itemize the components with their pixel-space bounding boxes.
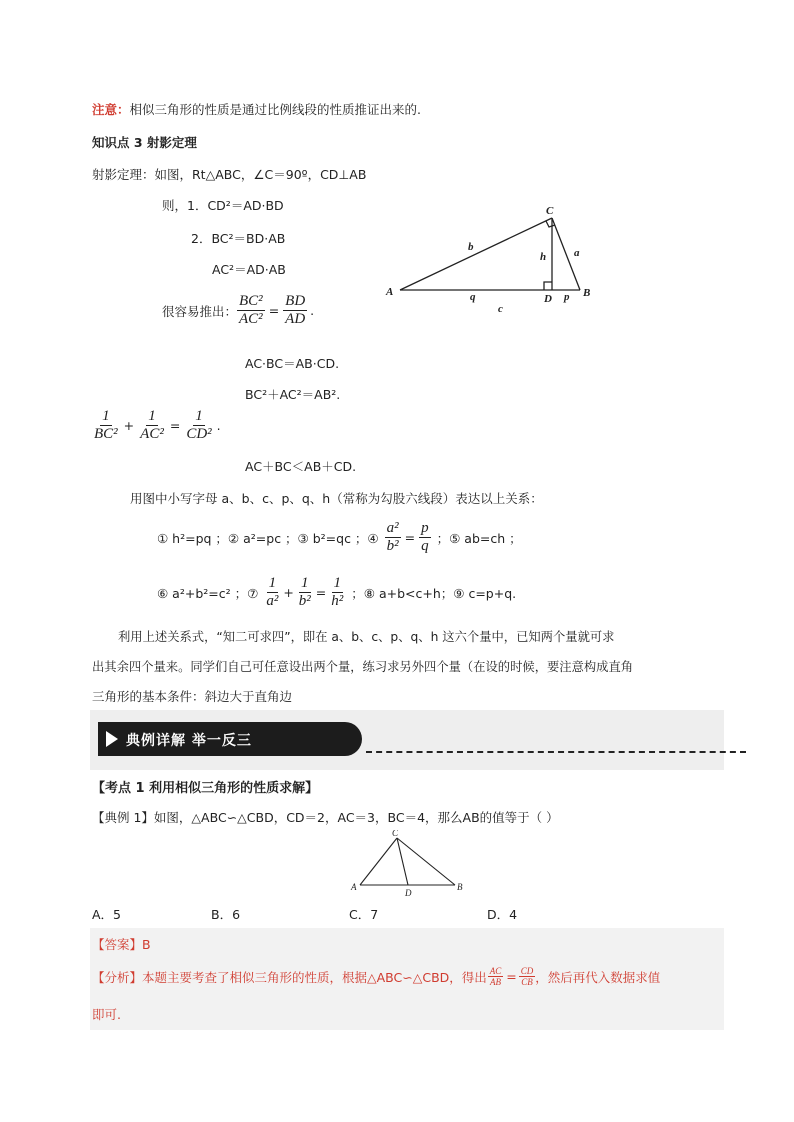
triangle-abc-diagram bbox=[345, 830, 475, 900]
label-c-side: c bbox=[498, 303, 503, 315]
option-b: B．6 bbox=[211, 907, 241, 922]
banner-tag bbox=[98, 722, 362, 756]
label-c-vertex: C bbox=[546, 205, 554, 217]
paragraph-line-1: 利用上述关系式，“知二可求四”，即在 a、b、c、p、q、h 这六个量中，已知两个量就可求 bbox=[118, 630, 615, 644]
analysis-line-2: 即可. bbox=[92, 1007, 121, 1022]
segment-relations-2: ⑥ a²+b²=c² ；⑦ $\frac{1}{\text{a²}}$ + $\frac{1}{\text{b²}}$ = $\frac{1}{\text{h²}}$ ；⑧ a+b<c+h；⑨ c=p+q. bbox=[157, 575, 517, 609]
example-1-text: 【典例 1】如图，△ABC∽△CBD，CD＝2，AC＝3，BC＝4，那么AB的值等于（ ） bbox=[92, 810, 559, 825]
paragraph-line-3: 三角形的基本条件：斜边大于直角边 bbox=[92, 689, 293, 704]
label-q: q bbox=[470, 291, 476, 303]
label-d-point: D bbox=[544, 293, 552, 305]
note-line bbox=[92, 100, 421, 118]
side-ac bbox=[400, 218, 552, 290]
answer-text: 【答案】B bbox=[92, 937, 151, 952]
theorem-intro: 射影定理：如图，Rt△ABC，∠C＝90º，CD⊥AB bbox=[92, 167, 367, 182]
label-a-vertex: A bbox=[386, 286, 394, 298]
relation-5: BC²＋AC²＝AB². bbox=[245, 387, 341, 402]
option-a: A．5 bbox=[92, 907, 122, 922]
derive-label: 很容易推出： bbox=[162, 303, 238, 319]
label-b-vertex: B bbox=[583, 287, 591, 299]
banner-text: 典例详解 举一反三 bbox=[126, 733, 252, 749]
label-c: C bbox=[392, 830, 399, 838]
banner-dashed-line bbox=[366, 751, 746, 753]
label-a: A bbox=[351, 882, 357, 892]
fraction-bd-ad: $\frac{BD}{AD}$ bbox=[285, 293, 306, 327]
kaodian-title: 【考点 1 利用相似三角形的性质求解】 bbox=[92, 781, 319, 796]
label-d: D bbox=[405, 888, 412, 898]
right-angle-mark-d bbox=[544, 282, 552, 290]
reciprocal-formula: $\frac{1}{\text{BC²}}$ + $\frac{1}{\text{AC²}}$ = $\frac{1}{\text{CD²}}$ . bbox=[94, 408, 221, 442]
relation-2: 2．BC²＝BD·AB bbox=[191, 231, 286, 246]
six-segments-intro: 用图中小写字母 a、b、c、p、q、h（常称为勾股六线段）表达以上关系： bbox=[130, 491, 543, 506]
relation-1: 则，1．CD²＝AD·BD bbox=[162, 198, 284, 213]
option-d: D．4 bbox=[487, 907, 518, 922]
section-title: 知识点 3 射影定理 bbox=[92, 135, 197, 150]
note-text: 相似三角形的性质是通过比例线段的性质推证出来的. bbox=[129, 102, 421, 117]
label-h: h bbox=[540, 251, 547, 263]
analysis-line-1: 【分析】本题主要考查了相似三角形的性质，根据△ABC∽△CBD，得出 $\frac{AC}{AB}$ = $\frac{CD}{CB}$ ，然后再代入数据求值 bbox=[92, 966, 661, 987]
fraction-bc-ac: $\frac{\text{BC²}}{\text{AC²}}$ bbox=[239, 293, 263, 327]
play-arrow-icon bbox=[106, 731, 118, 747]
paragraph-line-2: 出其余四个量来。同学们自己可任意设出两个量，练习求另外四个量（在设的时候，要注意构成直角 bbox=[92, 660, 634, 674]
label-b-side: b bbox=[468, 241, 474, 253]
right-triangle-diagram bbox=[380, 200, 600, 320]
label-p: p bbox=[564, 291, 570, 303]
relation-4: AC·BC＝AB·CD. bbox=[245, 356, 340, 371]
option-c: C．7 bbox=[349, 907, 379, 922]
derive-formula: 很容易推出： $\frac{\text{BC²}}{\text{AC²}}$ = $\frac{BD}{AD}$ . bbox=[162, 293, 315, 327]
section-banner bbox=[90, 710, 724, 770]
note-label: 注意： bbox=[92, 102, 130, 117]
label-b: B bbox=[457, 882, 463, 892]
segment-relations-1: ① h²=pq ；② a²=pc ；③ b²=qc ；④ $\frac{\text{a²}}{\text{b²}}$ = $\frac{p}{q}$ ；⑤ ab=ch ； bbox=[157, 520, 522, 554]
relation-3: AC²＝AD·AB bbox=[212, 262, 286, 277]
relation-6: AC＋BC＜AB＋CD. bbox=[245, 459, 357, 474]
label-a-side: a bbox=[574, 247, 580, 259]
